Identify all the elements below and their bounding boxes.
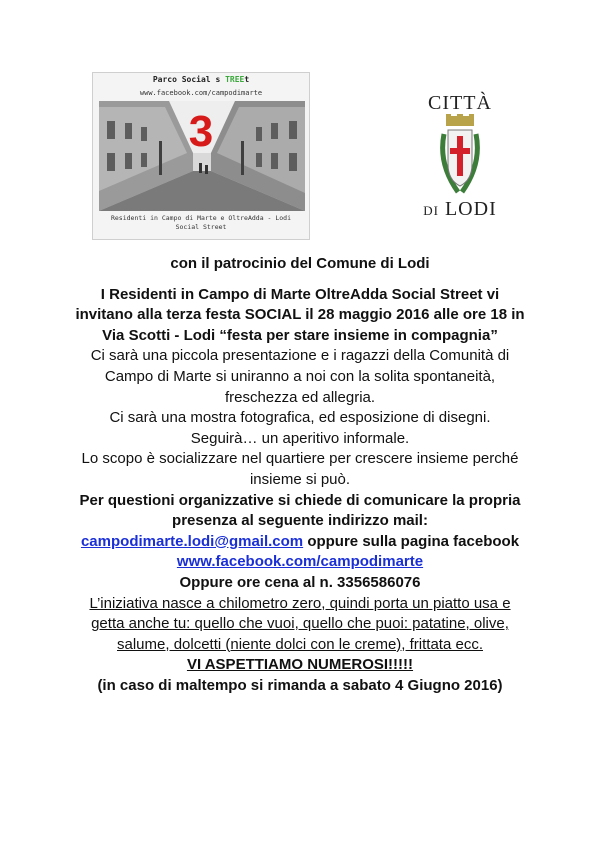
logo-bottom-text: DI LODI	[423, 198, 497, 220]
phone-line: Oppure ore cena al n. 3356586076	[179, 573, 421, 591]
flyer-body	[40, 254, 560, 696]
invitation-line-2: invitano alla terza festa SOCIAL il 28 maggio 2016 alle ore 18 in	[75, 306, 525, 324]
details-line-3: freschezza ed allegria.	[224, 388, 376, 406]
facebook-link[interactable]: www.facebook.com/campodimarte	[176, 553, 424, 571]
closing-line: VI ASPETTIAMO NUMEROSI!!!!!	[186, 656, 414, 674]
initiative-line-1: L’iniziativa nasce a chilometro zero, quindi porta un piatto usa e	[89, 594, 511, 612]
details-line-5: Seguirà… un aperitivo informale.	[190, 429, 410, 447]
organization-line-2: presenza al seguente indirizzo mail:	[172, 512, 428, 530]
photo-caption: Residenti in Campo di Marte e OltreAdda - Lodi Social Street	[110, 214, 291, 231]
photo-title: Parco Social s TREEt	[152, 75, 250, 84]
coat-of-arms-icon	[438, 114, 482, 198]
details-line-4: Ci sarà una mostra fotografica, ed esposizione di disegni.	[109, 409, 491, 427]
logo-top-text: CITTÀ	[428, 92, 492, 114]
initiative-line-3: salume, dolcetti (niente dolci con le creme), frittata ecc.	[117, 635, 483, 653]
email-line	[40, 532, 560, 553]
weather-note: (in caso di maltempo si rimanda a sabato 4 Giugno 2016)	[97, 676, 503, 694]
invitation-line-3: Via Scotti - Lodi “festa per stare insieme in compagnia”	[102, 326, 498, 344]
email-link[interactable]: campodimarte.lodi@gmail.com	[80, 532, 304, 550]
initiative-line-2: getta anche tu: quello che vuoi, quello che puoi: patatine, olive,	[91, 615, 509, 633]
social-street-photo	[92, 72, 310, 240]
photo-url: www.facebook.com/campodimarte	[139, 89, 263, 97]
edition-number: 3	[188, 107, 214, 156]
details-line-2: Campo di Marte si uniranno a noi con la solita spontaneità,	[104, 367, 496, 385]
facebook-line	[40, 552, 560, 573]
details-line-7: insieme si può.	[249, 470, 351, 488]
invitation-line-1: I Residenti in Campo di Marte OltreAdda Social Street vi	[100, 285, 500, 303]
sponsorship-line: con il patrocinio del Comune di Lodi	[170, 255, 430, 272]
citta-di-lodi-logo	[410, 92, 510, 222]
details-line-1: Ci sarà una piccola presentazione e i ragazzi della Comunità di	[90, 347, 510, 365]
organization-line-1: Per questioni organizzative si chiede di comunicare la propria	[79, 491, 521, 509]
email-suffix: oppure sulla pagina facebook	[303, 532, 520, 550]
details-line-6: Lo scopo è socializzare nel quartiere per crescere insieme perché	[81, 450, 519, 468]
